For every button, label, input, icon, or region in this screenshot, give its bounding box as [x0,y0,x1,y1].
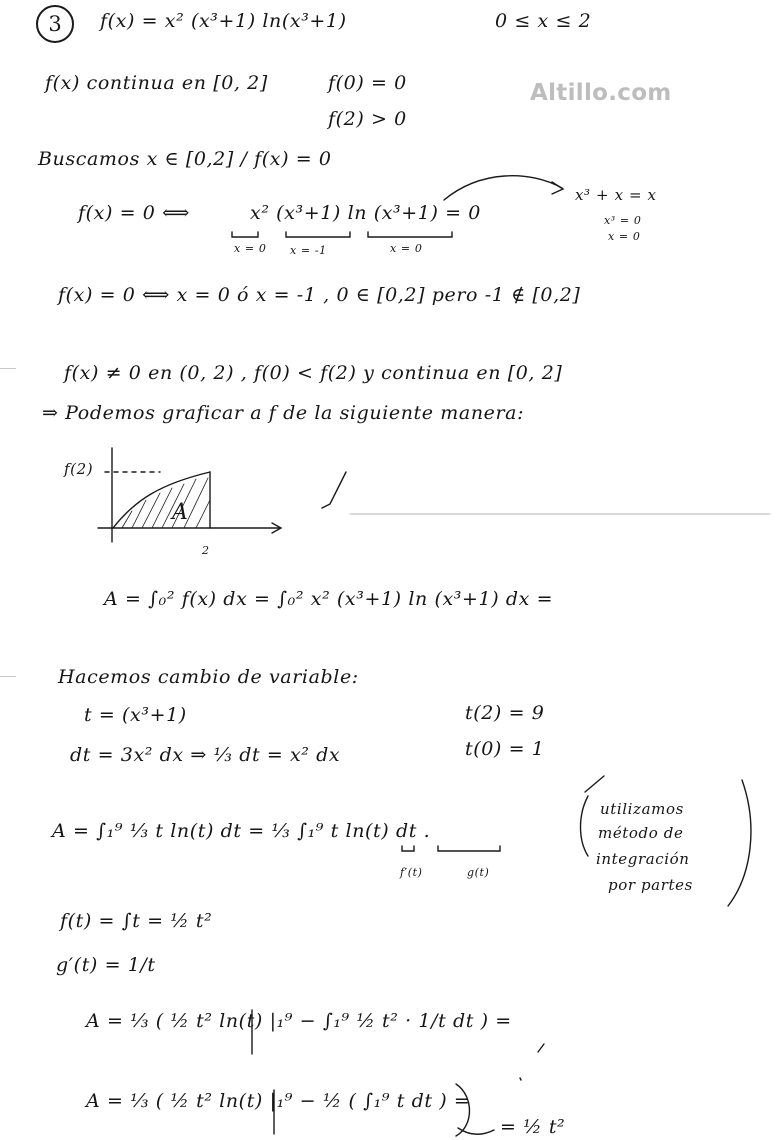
dt-relation: dt = 3x² dx ⇒ ⅓ dt = x² dx [70,744,341,766]
check-mark [322,472,346,508]
t-at-zero: t(0) = 1 [465,738,545,760]
continuity-statement: f(x) continua en [0, 2] [45,72,268,94]
equation-factors: x² (x³+1) ln (x³+1) = 0 [250,202,481,224]
t-at-two: t(2) = 9 [465,702,545,724]
f-of-t: f(t) = ∫t = ½ t² [60,910,213,932]
graph-hatch [122,478,210,528]
side-note-line-1: x³ + x = x [575,186,657,204]
note-line-1: utilizamos [600,800,684,818]
factor-root-x0: x = 0 [234,242,267,255]
note-paren-right [728,780,751,906]
not-zero-statement: f(x) ≠ 0 en (0, 2) , f(0) < f(2) y continua en [0, 2] [64,362,563,384]
header-function-definition: f(x) = x² (x³+1) ln(x³+1) [100,10,347,32]
graph-y-label: f(2) [64,460,94,478]
factor-root-xm1: x = -1 [290,244,327,257]
graph-x-tick: 2 [202,544,210,557]
area-substituted: A = ∫₁⁹ ⅓ t ln(t) dt = ⅓ ∫₁⁹ t ln(t) dt . [52,820,431,842]
underbrace-log [368,232,452,237]
brace-fprime [402,846,414,851]
problem-number: 3 [48,12,62,36]
underbrace-cubic [286,232,350,237]
note-line-3: integración [596,850,690,868]
tick-mark [538,1044,544,1052]
watermark: Altillo.com [530,80,672,106]
podemos-graficar: ⇒ Podemos graficar a f de la siguiente manera: [42,402,525,424]
area-final: A = ⅓ ( ½ t² ln(t) |₁⁹ − ½ ( ∫₁⁹ t dt ) = [86,1090,471,1112]
factor-root-x0-log: x = 0 [390,242,423,255]
area-tail: = ½ t² [500,1116,566,1138]
side-note-line-2: x³ = 0 [604,214,642,227]
underbrace-x2 [232,232,258,237]
g-prime-of-t: g′(t) = 1/t [56,954,156,976]
header-domain: 0 ≤ x ≤ 2 [495,10,592,32]
note-paren-left [581,796,589,856]
graph-area-label: A [172,500,189,525]
t-definition: t = (x³+1) [84,704,187,726]
fprime-label: f′(t) [400,866,423,879]
tick-dot [520,1078,521,1080]
area-integral: A = ∫₀² f(x) dx = ∫₀² x² (x³+1) ln (x³+1) dx = [104,588,554,610]
area-by-parts: A = ⅓ ( ½ t² ln(t) |₁⁹ − ∫₁⁹ ½ t² · 1/t dt ) = [86,1010,512,1032]
curved-arrow-head [552,182,563,194]
brace-g [438,846,500,851]
hacemos-cambio: Hacemos cambio de variable: [58,666,359,688]
g-label: g(t) [467,866,490,879]
roots-result: f(x) = 0 ⟺ x = 0 ó x = -1 , 0 ∈ [0,2] pero -1 ∉ [0,2] [58,284,581,306]
note-line-4: por partes [608,876,693,894]
equation-left: f(x) = 0 ⟺ [78,202,190,224]
buscamos-line: Buscamos x ∈ [0,2] / f(x) = 0 [38,148,332,170]
check-mark-2 [585,776,604,792]
note-line-2: método de [598,824,684,842]
curved-arrow [444,176,562,200]
side-note-line-3: x = 0 [608,230,641,243]
f-at-two: f(2) > 0 [328,108,407,130]
f-at-zero: f(0) = 0 [328,72,407,94]
